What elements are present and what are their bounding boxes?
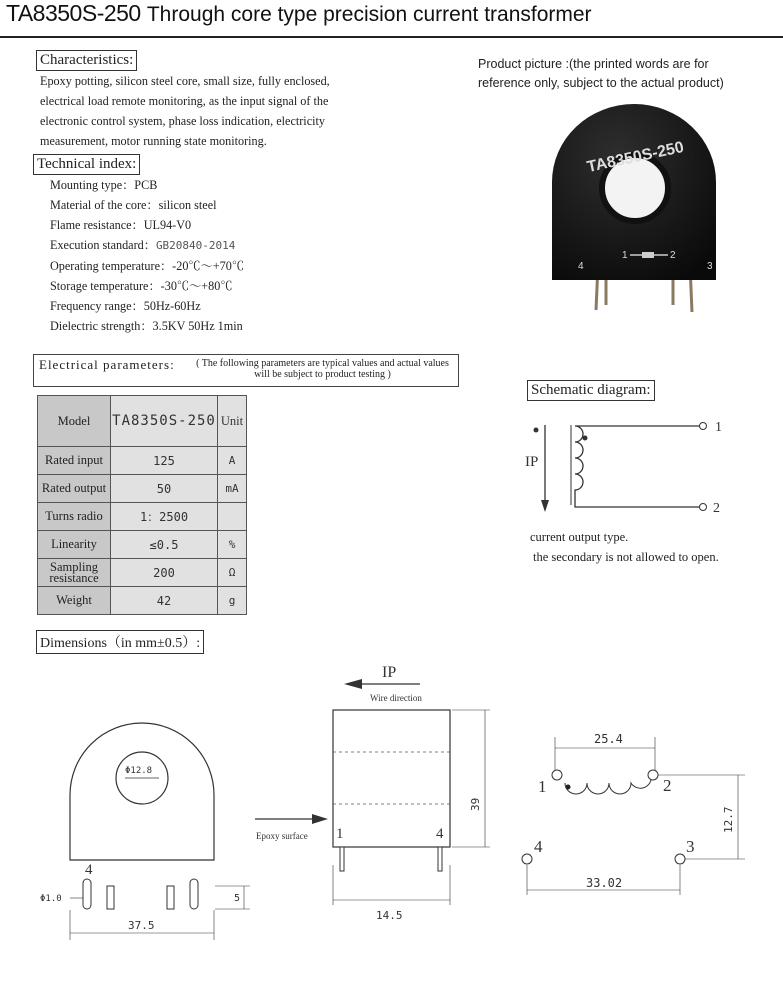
table-row: Rated output 50 mA [38, 475, 247, 503]
svg-text:2: 2 [663, 776, 672, 795]
characteristics-line: Epoxy potting, silicon steel core, small size, fully enclosed, [40, 74, 330, 88]
table-row: Weight 42 g [38, 587, 247, 615]
electrical-header [33, 354, 459, 387]
table-header-row: Model TA8350S-250 Unit [38, 396, 247, 447]
svg-text:5: 5 [234, 893, 241, 904]
characteristics-line: electrical load remote monitoring, as the input signal of the [40, 94, 329, 108]
epoxy-surface-arrow [250, 805, 330, 845]
svg-text:1: 1 [622, 250, 628, 261]
model-code: TA8350S-250 [6, 0, 141, 26]
svg-text:Wire direction: Wire direction [370, 693, 422, 703]
svg-text:3: 3 [707, 261, 713, 272]
title-divider [0, 36, 783, 38]
svg-text:37.5: 37.5 [128, 919, 155, 932]
tech-item: Execution standard：GB20840-2014 [50, 238, 236, 252]
svg-text:12.7: 12.7 [722, 806, 735, 833]
schematic-note-1: current output type. [530, 530, 629, 544]
svg-text:4: 4 [85, 862, 93, 878]
characteristics-text [40, 71, 330, 151]
svg-text:2: 2 [670, 250, 676, 261]
electrical-label: Electrical parameters: [39, 357, 175, 372]
characteristics-label: Characteristics: [36, 50, 137, 71]
svg-text:4: 4 [578, 261, 584, 272]
tech-item: Storage temperature：-30℃～+80℃ [50, 279, 233, 293]
svg-text:4: 4 [436, 826, 444, 842]
schematic-note-2: the secondary is not allowed to open. [533, 550, 719, 564]
svg-text:Φ1.0: Φ1.0 [40, 894, 62, 904]
svg-text:14.5: 14.5 [376, 909, 403, 922]
footprint-drawing [520, 725, 780, 900]
svg-text:IP: IP [525, 454, 539, 470]
svg-text:2: 2 [713, 501, 720, 516]
characteristics-line: electronic control system, phase loss indication, electricity [40, 114, 325, 128]
technical-label: Technical index: [33, 154, 140, 175]
svg-text:1: 1 [336, 826, 344, 842]
svg-text:1: 1 [715, 420, 722, 435]
dimensions-label: Dimensions（in mm±0.5）: [36, 630, 204, 654]
characteristics-line: measurement, motor running state monitoring. [40, 134, 267, 148]
table-row: Sampling resistance 200 Ω [38, 559, 247, 587]
svg-text:4: 4 [534, 837, 543, 856]
tech-item: Operating temperature：-20℃～+70℃ [50, 259, 245, 273]
page-title [6, 0, 592, 27]
electrical-note: ( The following parameters are typical values and actual values will be subject to product testing ) [196, 358, 449, 380]
side-view-drawing [330, 660, 500, 930]
svg-text:33.02: 33.02 [586, 876, 623, 890]
table-row: Linearity ≤0.5 % [38, 531, 247, 559]
schematic-diagram [515, 410, 745, 520]
printed-model-text: TA8350S-250 [585, 138, 686, 176]
schematic-label: Schematic diagram: [527, 380, 655, 401]
front-view-drawing [30, 700, 260, 950]
svg-text:Epoxy surface: Epoxy surface [256, 831, 308, 841]
table-row: Turns radio 1：2500 [38, 503, 247, 531]
product-picture [540, 100, 740, 315]
tech-item: Flame resistance：UL94-V0 [50, 218, 192, 232]
tech-item: Dielectric strength：3.5KV 50Hz 1min [50, 319, 243, 333]
svg-text:3: 3 [686, 837, 695, 856]
svg-text:25.4: 25.4 [594, 732, 623, 746]
electrical-table [37, 395, 247, 615]
svg-text:1: 1 [538, 777, 547, 796]
tech-item: Material of the core：silicon steel [50, 198, 217, 212]
tech-item: Frequency range：50Hz-60Hz [50, 299, 201, 313]
svg-text:Φ12.8: Φ12.8 [125, 766, 153, 776]
product-note: Product picture :(the printed words are for reference only, subject to the actual product) [478, 57, 724, 90]
svg-text:39: 39 [469, 797, 482, 811]
svg-text:IP: IP [382, 664, 397, 681]
technical-list [50, 175, 244, 336]
title-text: Through core type precision current transformer [146, 3, 592, 26]
tech-item: Mounting type：PCB [50, 178, 158, 192]
table-row: Rated input 125 A [38, 447, 247, 475]
